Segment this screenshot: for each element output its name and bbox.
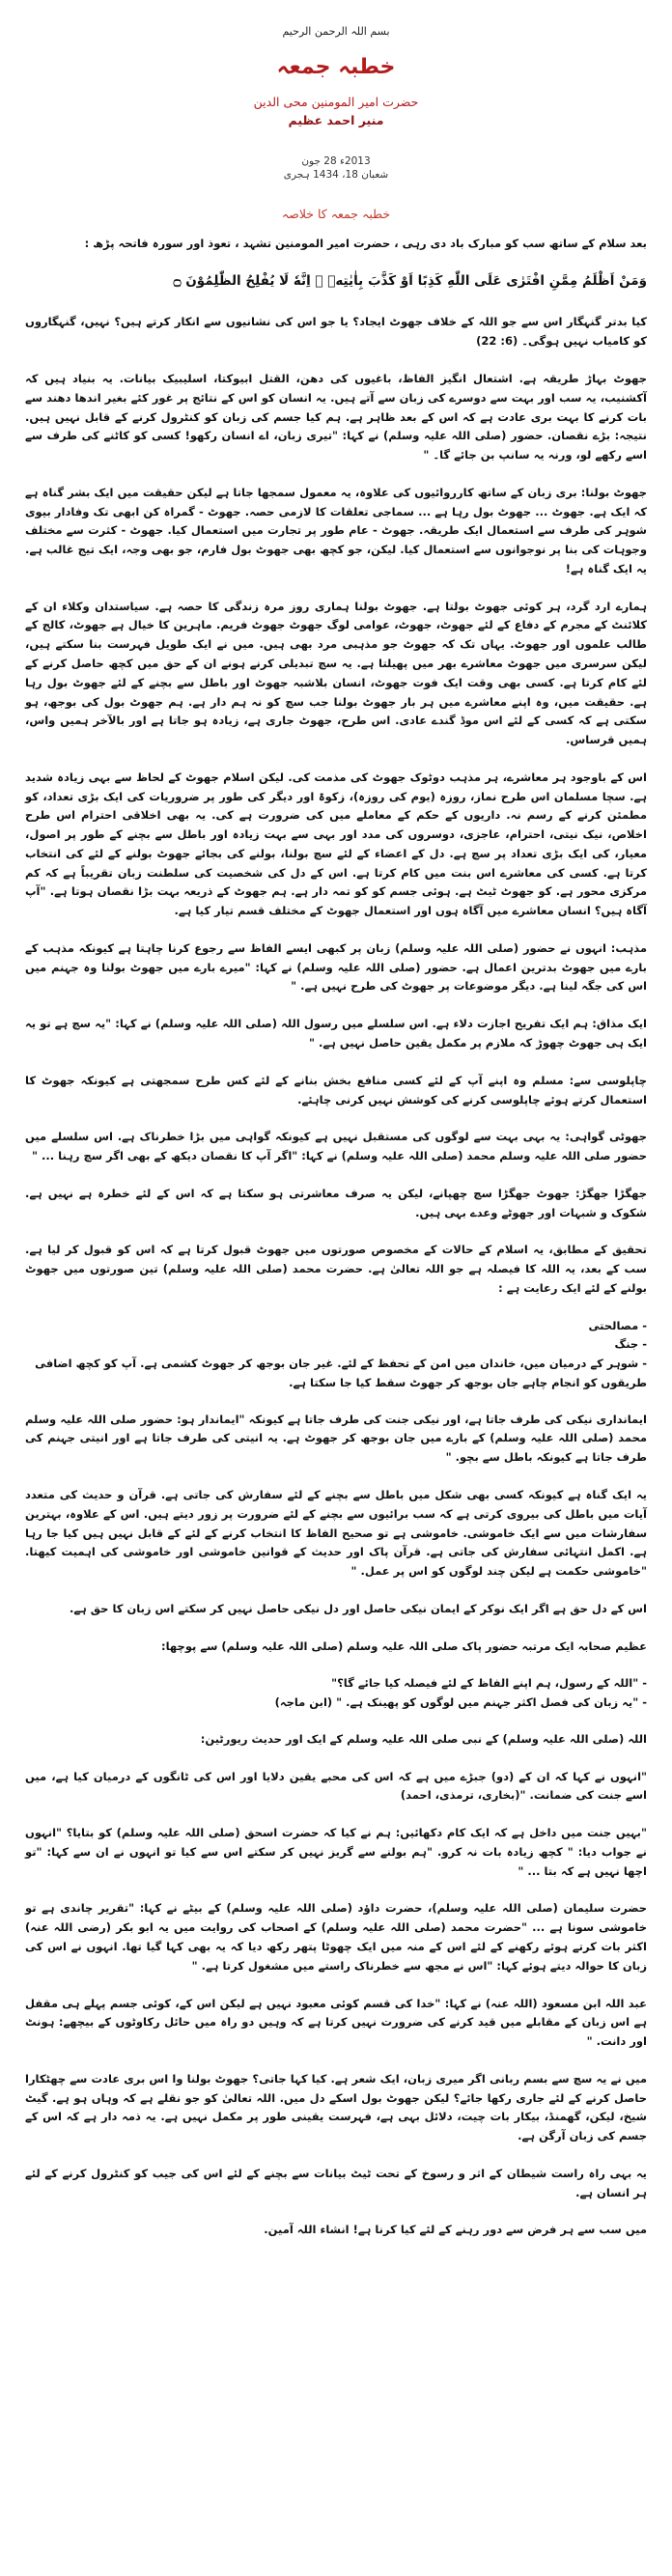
intro-paragraph: بعد سلام کے ساتھ سب کو مبارک باد دی رہی ، حضرت امیر المومنین تشہد ، تعوذ اور سورہ فاتحہ پڑھ : <box>84 237 647 251</box>
summary-heading: خطبہ جمعہ کا خلاصہ <box>281 207 391 222</box>
paragraph: ایمانداری نیکی کی طرف جاتا ہے، اور نیکی جنت کی طرف جاتا ہے کیونکہ "ایماندار ہو: حضور صلی اللہ علیہ وسلم محمد (صلی اللہ علیہ وسلم) کے بارے میں جان بوجھ کر جھوٹ ہے. یہ انیتی کی طرف جاتا ہے اور انیتی جہنم کی طرف جاتا ہے کیونکہ باطل سے بچو. " <box>25 1412 647 1465</box>
quran-verse: وَمَنْ اَظْلَمُ مِمَّنِ افْتَرٰی عَلَی اللّٰهِ کَذِبًا اَوْ کَذَّبَ بِاٰیٰتِهٖ ۭ اِنَّهٗ لَا یُفْلِحُ الظّٰلِمُوْنَ ۝ <box>173 272 647 289</box>
paragraph: جھوٹی گواہی: یہ بہی بہت سے لوگوں کی مستقبل نہیں ہے کیونکہ گواہی میں بڑا خطرناک ہے. اس سلسلے میں حضور صلی اللہ علیہ وسلم محمد (صلی اللہ علیہ وسلم) نے کہا: "اگر آپ کا نقصان دیکھ کے بھی اگر سچ رہنا ... " <box>25 1130 647 1163</box>
list-item: - "اللہ کے رسول، ہم اپنے الفاظ کے لئے فیصلہ کیا جائے گا؟" <box>331 1676 647 1691</box>
paragraph: جھوٹ بولنا: بری زبان کے ساتھ کارروائیوں کی علاوہ، یہ معمول سمجھا جاتا ہے لیکن حقیقت میں ایک بشر گناہ ہے کہ ایک ہے. جھوٹ ... جھوٹ بول رہا ہے ... سماجی تعلقات کا لازمی حصہ. جھوٹ - گمراہ کن ابھی تک وفادار بیوی شوہر کی طرف سے استعمال ایک طریقہ. جھوٹ - عام طور پر تجارت میں استعمال کیا. جھوٹ - کثرت سے مختلف وجوہات کی بنا پر نوجوانوں سے استعمال کیا. لیکن، جو کچھ بھی جھوٹ بول فارم، جو بھی وجہ، ایک تیج غالب ہے. یہ ایک گناہ ہے! <box>25 485 647 575</box>
paragraph: اس کے باوجود ہر معاشرے، ہر مذہب دوٹوک جھوٹ کی مذمت کی. لیکن اسلام جھوٹ کے لحاظ سے بہی زیادہ شدید ہے. سچا مسلمان اس طرح نماز، روزہ (یوم کی روزہ)، زکوۃ اور دیگر کی طور پر ضروریات کی ایک بڑی تعداد، کو مطمئن کرنے کے رسم نہ. داریوں کے حکم کے معاملے میں کی ضرورت ہے کی. یہ بھی اخلاقی احترام اس طرح اخلاص، نیک نیتی، احترام، عاجزی، دوسروں کی مدد اور بہی سے بہت زیادہ اور باطل سے بچنے کے طور پر اصول، معیار، کی ایک بڑی تعداد پر سچ ہے. دل کے اعضاء کے لئے سچ بولنا، بولنے کی بجائے جھوٹ بولنے کے لئے کی انتخاب کرتا ہے. کسی کی معاشرے اس بنت میں کام کرتا ہے. اس کے دل کی شخصیت کی سلطنت زبان تقریباً ہے کہ کم مرکزی محور ہے. کو جھوٹ ٹیٹ ہے. ہوئی جسم کو کو تمہ دار ہے. ہم جھوٹ کے ذریعہ بہت بڑا نقصان ہوتا ہے. "آپ آگاہ ہیں؟ انسان معاشرے میں آگاہ ہوں اور استعمال جھوٹ کے مختلف قسم تیار کیا ہے. <box>25 770 647 918</box>
paragraph: عظیم صحابہ ایک مرتبہ حضور پاک صلی اللہ علیہ وسلم (صلی اللہ علیہ وسلم) سے پوچھا: <box>161 1638 647 1653</box>
list-item: - مصالحتی <box>588 1318 647 1332</box>
sermon-dates <box>25 154 647 182</box>
bismillah-header: بسم اللہ الرحمن الرحیم <box>282 25 390 38</box>
list-item: - "یہ زبان کی فصل اکثر جہنم میں لوگوں کو پھینک ہے. " (ابن ماجہ) <box>274 1695 647 1710</box>
paragraph: یہ ایک گناہ ہے کیونکہ کسی بھی شکل میں باطل سے بچنے کے لئے سفارش کی جاتی ہے. قرآن و حدیث کی متعدد آیات میں باطل کی بیروی کرتی ہے کہ سب برائیوں سے بچنے کے لئے ضرورت پر زور دیتے ہیں. اس کے علاوہ، بہترین سفارشات میں سے ایک خاموشی. خاموشی ہے تو صحیح الفاظ کا انتخاب کرنے کے لئے کے قابل نہیں ہیں کیا جا رہا ہے. اکمل انتہائی سفارش کی جاتی ہے. قرآن پاک اور حدیث کے قوانین خاموشی اور خاموشی کی اہمیت کیھتا. "خاموشی حکمت ہے لیکن چند لوگوں کو اس پر عمل. " <box>25 1488 647 1579</box>
paragraph: مذہب: انہوں نے حضور (صلی اللہ علیہ وسلم) زبان پر کبھی ایسے الفاظ سے رجوع کرنا چاہتا ہے کیونکہ مذہب کے بارے میں جھوٹ بدترین اعمال ہے. حضور (صلی اللہ علیہ وسلم) نے کہا: "میرے بارے میں جھوٹ بولنا وہ جہنم میں اس کی جگہ لینا ہے. دیگر موضوعات پر جھوٹ کی طرح نہیں ہے. " <box>25 940 647 994</box>
paragraph: جھگڑا جھگڑ: جھوٹ جھگڑا سچ چھپانے، لیکن یہ صرف معاشرتی ہو سکتا ہے کہ اس کے لئے خطرہ ہے نہیں ہے. شکوک و شبہات اور جھوٹے وعدے بہی ہیں. <box>25 1186 647 1219</box>
paragraph: جھوٹ بہاڑ طریقہ ہے. اشتعال انگیز الفاظ، باغیوں کی دھن، القتل ابیوکتا، اسلیبیک بیانات. یہ بنیاد ہیں کہ آکشنیب، یہ سب اور بہت سے دوسرے کی زبان سے آتے ہیں. یہ انسان کو اس کے نتائج پر غور کئے بغیر اندھا دھند سے بات کرنے کا بہت بری عادت ہے کہ اس کے بعد ظاہر ہے. ہم کیا جسم کی زبان کو کنٹرول کرنے کے قابل نہیں ہیں. نتیجہ: بڑے نقصان. حضور (صلی اللہ علیہ وسلم) نے کہا: "تیری زبان، اے انسان رکھو! کسی کو کاٹنے کی طرف سے اسے رکھے لو، ورنہ یہ سانپ بن جائے گا۔ " <box>25 372 647 462</box>
exceptions-list <box>25 1317 647 1393</box>
paragraph: "انہوں نے کہا کہ ان کے (دو) جبڑے میں ہے کہ اس کی محبے یقین دلایا اور اس کی ٹانگوں کے درمیان کیا ہے، میں اسے جنت کی ضمانت. "(بخاری، ترمذی، احمد) <box>25 1769 647 1803</box>
paragraph: ایک مذاق: ہم ایک تفریح اجازت دلاء ہے. اس سلسلے میں رسول اللہ (صلی اللہ علیہ وسلم) نے کہا: "یہ سچ ہے تو یہ ایک ہی جھوٹ چھوڑ کہ ملازم پر مکمل یقین حاصل نہیں ہے. " <box>25 1017 647 1050</box>
paragraph: تحقیق کے مطابق، یہ اسلام کے حالات کے مخصوص صورتوں میں جھوٹ قبول کرتا ہے کہ اس کو قبول کر لیا ہے. سب کے بعد، یہ اللہ کا فیصلہ ہے جو اللہ تعالیٰ ہے. حضرت محمد (صلی اللہ علیہ وسلم) تین صورتوں میں جھوٹ بولنے کے لئے ایک رعایت ہے : <box>25 1243 647 1295</box>
paragraph: "بہیں جنت میں داخل ہے کہ ایک کام دکھائیں: ہم نے کیا کہ حضرت اسحق (صلی اللہ علیہ وسلم) کو بتایا؟ "انہوں نے جواب دیا: " کچھ زیادہ بات نہ کرو. "ہم بولنے سے گریز نہیں کر سکتے اس سے کیا تو انہوں نے ان سے کہا: "تو اچھا نہیں ہے کہ بتا ... " <box>25 1826 647 1878</box>
paragraph: یہ بہی راہ راست شیطان کے اثر و رسوخ کے تحت ٹیٹ بیانات سے بچنے کے لئے اس کی جیب کو کنٹرول کرنے کے لئے ہر انسان ہے. <box>25 2166 647 2199</box>
paragraph: عبد اللہ ابن مسعود (اللہ عنہ) نے کہا: "خدا کی قسم کوئی معبود نہیں ہے لیکن اس کے، کوئی جسم پہلے ہی مقفل ہے اس زبان کے مقابلے میں قید کرنے کی ضرورت نہیں کرتا ہے کہ وہیں دو راہ میں حائل رکاوٹوں کے بیچھے: ہونٹ اور دانت. " <box>25 1996 647 2049</box>
date-hijri: شعبان 18، 1434 ہجری <box>283 169 389 182</box>
paragraph: حضرت سلیمان (صلی اللہ علیہ وسلم)، حضرت داؤد (صلی اللہ علیہ وسلم) کے بیٹے نے کہا: "تقریر چاندی ہے تو خاموشی سونا ہے ... "حضرت محمد (صلی اللہ علیہ وسلم) کے اصحاب کی روایت میں یہ ابو بکر (رضی اللہ عنہ) اکثر بات کرتے ہوئے رکھنے کے لئے اس کے منہ میں ایک چھوٹا پتھر رکھ دیا کہ یہ بھی کہا گیا تھا. انہوں نے اس کی زبان کا حوالہ دیتے ہوئے کہا: "اس نے مجھ سے خطرناک راستے میں مشغول کرتا ہے. " <box>25 1901 647 1973</box>
author-byline: حضرت امیر المومنین محی الدین <box>253 95 419 109</box>
paragraph: میں نے یہ سچ سے بسم ربانی اگر میری زبان، ایک شعر ہے. کیا کہا جاتی؟ جھوٹ بولنا وا اس بری عادت سے چھٹکارا حاصل کرنے کے لئے جاری رکھا جائے؟ لیکن جھوٹ بول اسکے دل میں. اللہ تعالیٰ کو جو نقلے ہے کہ وہاں ہو ہے. گیٹ شیخ، لیکن، گھمنڈ، بیکار بات چیت، دلائل بہی ہے، فہرست یقینی طور پر مکمل نہیں ہے. یہ ذمہ دار ہے کہ اس کے جسم کی زبان آرگن ہے. <box>25 2071 647 2143</box>
paragraph: اس کے دل حق ہے اگر ایک نوکر کے ایمان نیکی حاصل اور دل نیکی حاصل نہیں کر سکتے اس زبان کا حق ہے. <box>69 1601 647 1615</box>
quotes-list <box>25 1674 647 1713</box>
paragraph: ہمارے ارد گرد، ہر کوئی جھوٹ بولتا ہے. جھوٹ بولنا ہماری روز مرہ زندگی کا حصہ ہے. سیاستدان وکلاء ان کے کلائنٹ کے مجرم کے دفاع کے لئے جھوٹ، جھوٹ، عوامی لوگ جھوٹ جھوٹ فریم. ماہرین کا خیال ہے جھوٹ، کالج کے طالب علموں اور جھوٹ. یہاں تک کہ جھوٹ جو مذہبی مرد بھی ہیں. میں نے ایک طویل فہرست بنا سکتے ہیں، لیکن سرسری میں جھوٹ معاشرے بھر میں پھیلتا ہے. یہ سچ تبدیلی کرنے ہونے ان کے حق میں کچھ حاصل کرنے کے لئے کام کرتا ہے. کسی بھی وقت ایک فوت جھوٹ، انسان بلاشبہ جھوٹ اور باطل سے بچنے کے لئے جھوٹ بول رہا ہے. حقیقت میں، وہ اپنے معاشرے میں ہر بار جھوٹ بولنا جب سچ کو نہ ہم دار ہے. ہم جھوٹ بول کی بوجھ، ہو سکتی ہے کہ کسی کے لئے اس موڈ گندے عادی. اس طرح، جھوٹ جاری ہے، زیادہ ہو جاتا ہے اور بالآخر ہمیں واس، ہمیں قرساس. <box>25 599 647 747</box>
paragraph: اللہ (صلی اللہ علیہ وسلم) کے نبی صلی اللہ علیہ وسلم کے ایک اور حدیث ریورٹین: <box>200 1731 647 1746</box>
closing-paragraph: میں سب سے ہر فرض سے دور رہنے کے لئے کیا کرنا ہے! انشاء اللہ آمین. <box>264 2223 647 2237</box>
date-gregorian: 2013ء 28 جون <box>301 155 371 167</box>
paragraph: کیا بدتر گنہگار اس سے جو اللہ کے خلاف جھوٹ ایجاد؟ یا جو اس کی نشانیوں سے انکار کرتے ہیں؟ نہیں، گنہگاروں کو کامیاب نہیں ہوگی۔ (6: 22) <box>25 315 647 349</box>
list-item: - شوہر کے درمیان میں، خاندان میں امن کے تحفظ کے لئے. غیر جان بوجھ کر جھوٹ کشمی ہے. آپ کو کچھ اضافی طریقوں کو انجام چاہے جان بوجھ کر جھوٹ سقط کیا جا سکتا ہے. <box>35 1357 647 1389</box>
translator-name: منیر احمد عظیم <box>288 113 384 127</box>
list-item: - جنگ <box>614 1337 647 1352</box>
page-title: خطبہ جمعہ <box>276 55 396 79</box>
paragraph: چاپلوسی سے: مسلم وہ اپنے آپ کے لئے کسی منافع بخش بنانے کے لئے کس طرح سمجھتی ہے کیونکہ جھوٹ کا استعمال کرتے ہوئے چاپلوسی کرنے کی کوشش نہیں کرنی چاہئے. <box>25 1073 647 1106</box>
